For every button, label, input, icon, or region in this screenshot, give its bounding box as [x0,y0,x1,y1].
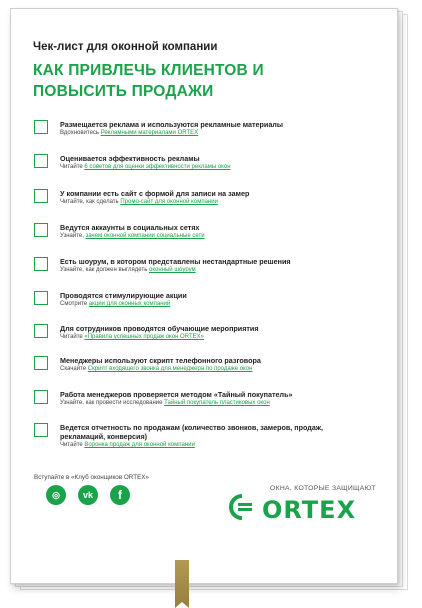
item-link[interactable]: «Правила успешных продаж окон ORTEX» [84,334,204,340]
item-hint: Читайте, как сделать [60,199,121,205]
page-subtitle: Чек-лист для оконной компании [33,41,218,53]
item-title: Есть шоурум, в котором представлены нестандартные решения [60,257,291,266]
social-label: Вступайте в «Клуб оконщиков ORTEX» [34,474,149,481]
item-title: Проводятся стимулирующие акции [60,291,187,300]
instagram-icon[interactable]: ◎ [46,485,66,505]
checkbox[interactable] [34,291,48,305]
checkbox[interactable] [34,223,48,237]
item-hint: Читайте [60,334,85,340]
checkbox[interactable] [34,324,48,338]
vk-icon[interactable]: vk [78,485,98,505]
item-hint: Скачайте [60,366,88,372]
item-title: Работа менеджеров проверяется методом «Тайный покупатель» [60,390,293,399]
item-link[interactable]: оконный шоурум [149,267,196,273]
item-title: У компании есть сайт с формой для записи на замер [60,189,250,198]
item-hint: Читайте [60,442,85,448]
item-hint: Вдохновитесь [60,130,101,136]
item-hint: Читайте [60,164,85,170]
checkbox[interactable] [34,423,48,437]
checkbox[interactable] [34,189,48,203]
checkbox[interactable] [34,390,48,404]
item-title: Размещается реклама и используются рекламные материалы [60,120,284,129]
item-hint: Узнайте, как провести исследование [60,400,165,406]
logo-wordmark: ORTEX [262,496,357,524]
item-hint: Узнайте, как должен выглядеть [60,267,149,273]
logo-tagline: ОКНА, КОТОРЫЕ ЗАЩИЩАЮТ [270,485,376,492]
item-title: Ведется отчетность по продажам (количество звонков, замеров, продаж, рекламаций, конверсия) [60,423,323,441]
item-title: Для сотрудников проводятся обучающие мероприятия [60,324,259,333]
item-link[interactable]: Промо-сайт для оконной компании [120,199,218,205]
item-title: Ведутся аккаунты в социальных сетях [60,223,200,232]
checkbox[interactable] [34,154,48,168]
bookmark-ribbon [175,560,189,602]
item-title: Оценивается эффективность рекламы [60,154,200,163]
item-hint: Узнайте, [60,233,86,239]
item-link[interactable]: зачем оконной компании социальные сети [85,233,205,239]
facebook-icon[interactable]: f [110,485,130,505]
page-title: КАК ПРИВЛЕЧЬ КЛИЕНТОВ И ПОВЫСИТЬ ПРОДАЖИ [33,62,264,100]
item-hint: Смотрите [60,301,89,307]
checkbox[interactable] [34,257,48,271]
checkbox[interactable] [34,356,48,370]
checkbox[interactable] [34,120,48,134]
item-link[interactable]: Тайный покупатель пластиковых окон [164,400,270,406]
item-link[interactable]: Рекламными материалами ORTEX [100,130,199,136]
ortex-logo-icon [229,494,255,520]
item-link[interactable]: Воронка продаж для оконной компании [84,442,195,448]
item-link[interactable]: Скрипт входящего звонка для менеджера по продаже окон [87,366,253,372]
item-title: Менеджеры используют скрипт телефонного разговора [60,356,261,365]
item-link[interactable]: 6 советов для оценки эффективности рекламы окон [84,164,231,170]
item-link[interactable]: акции для оконных компаний [88,301,171,307]
